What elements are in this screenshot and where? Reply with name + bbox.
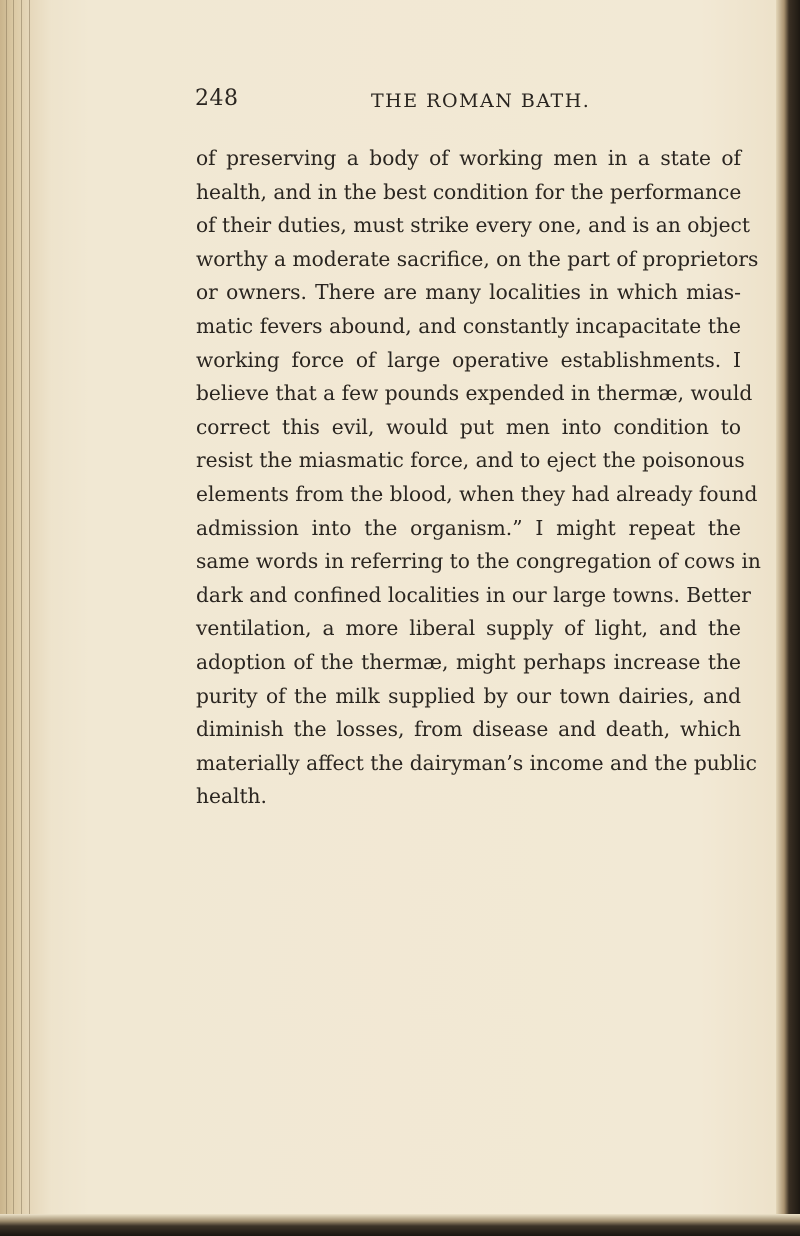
binding-edge-line <box>13 0 14 1236</box>
text-line: diminish the losses, from disease and death, which <box>196 717 741 742</box>
text-line: elements from the blood, when they had already found <box>196 481 758 506</box>
text-line: health, and in the best condition for the performance <box>196 179 742 204</box>
text-line: health. <box>196 784 267 809</box>
binding-edge-line <box>21 0 22 1236</box>
binding-edge-line <box>29 0 30 1236</box>
text-line: ventilation, a more liberal supply of light, and the <box>196 616 741 641</box>
text-line: materially affect the dairyman’s income and the public <box>196 750 757 775</box>
running-head <box>0 84 800 120</box>
text-line: believe that a few pounds expended in thermæ, would <box>196 381 753 406</box>
binding-edge-line <box>6 0 7 1236</box>
text-line: adoption of the thermæ, might perhaps increase the <box>196 649 741 674</box>
page-edge-right <box>776 0 800 1236</box>
text-line: of their duties, must strike every one, and is an object <box>196 213 750 238</box>
text-line: dark and confined localities in our large towns. Better <box>196 582 751 607</box>
text-line: purity of the milk supplied by our town dairies, and <box>196 683 741 708</box>
binding-gutter <box>0 0 52 1236</box>
body-paragraph <box>196 142 761 814</box>
text-line: resist the miasmatic force, and to eject the poisonous <box>196 448 745 473</box>
text-line: or owners. There are many localities in which mias- <box>196 280 741 305</box>
text-line: worthy a moderate sacrifice, on the part of proprietors <box>196 246 759 271</box>
text-line: of preserving a body of working men in a state of <box>196 146 741 170</box>
text-line: matic fevers abound, and constantly incapacitate the <box>196 313 741 338</box>
text-line: correct this evil, would put men into condition to <box>196 414 741 439</box>
text-line: same words in referring to the congregation of cows in <box>196 549 761 574</box>
page-number: 248 <box>195 86 239 111</box>
text-line: admission into the organism.” I might repeat the <box>196 515 741 540</box>
text-line: working force of large operative establishments. I <box>196 347 741 372</box>
page-edge-bottom <box>0 1214 800 1236</box>
running-title: THE ROMAN BATH. <box>371 90 591 112</box>
